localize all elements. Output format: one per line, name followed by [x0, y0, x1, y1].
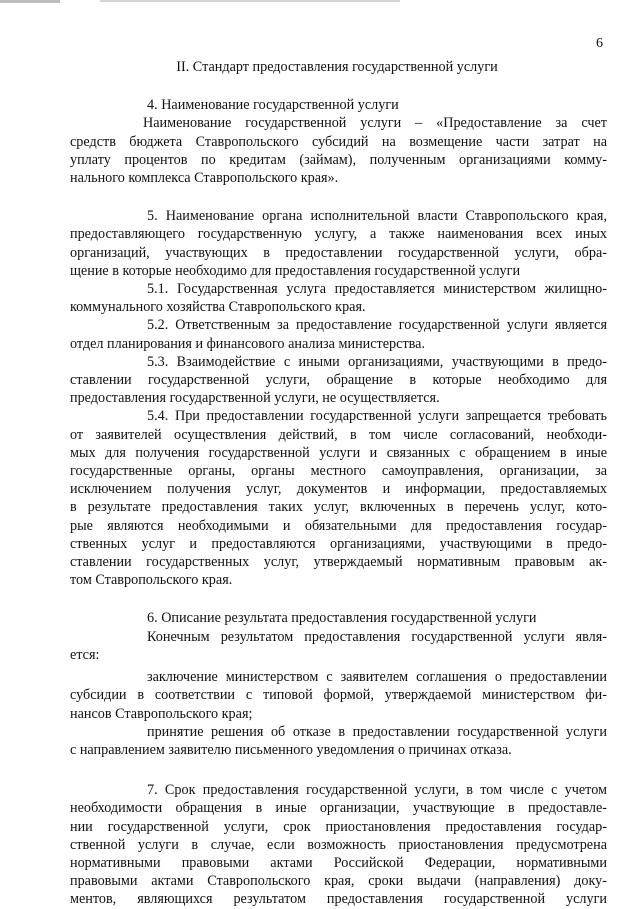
text-line: отдел планирования и финансового анализа министерства.: [70, 335, 425, 352]
text-line: нормативными правовыми актами Российской Федерации, нормативными: [70, 854, 607, 871]
paragraph-heading: 6. Описание результата предоставления государственной услуги: [147, 610, 537, 627]
text-line: предоставления государственной услуги, не осуществляется.: [70, 390, 440, 407]
text-line: мых для получения государственной услуги и связанных с обращением в иные: [70, 444, 607, 461]
spacer: [107, 589, 607, 609]
text-line: рые являются необходимыми и обязательными для предоставления государ-: [70, 517, 607, 534]
text-line: ставлении государственной услуги, обращение в которые необходимо для: [70, 372, 607, 389]
text-line: нального комплекса Ставропольского края».: [70, 170, 339, 187]
spacer: [107, 759, 607, 781]
text-line: ственной услуги в случае, если возможность приостановления предусмотрена: [70, 836, 607, 853]
text-line: Наименование государственной услуги – «Предоставление за счет: [143, 115, 607, 132]
section-title: II. Стандарт предоставления государственной услуги: [176, 59, 498, 75]
text-line: необходимости обращения в иные организации, участвующие в предоставле-: [70, 800, 607, 817]
text-line: ственных услуг и предоставляются организациями, участвующими в предо-: [70, 535, 607, 552]
text-line: с направлением заявителю письменного уведомления о причинах отказа.: [70, 741, 512, 758]
spacer: [107, 187, 607, 207]
text-line: 5.1. Государственная услуга предоставляется министерством жилищно-: [147, 281, 607, 298]
text-line: 5.2. Ответственным за предоставление государственной услуги является: [147, 317, 607, 334]
text-line: том Ставропольского края.: [70, 572, 233, 589]
text-line: предоставляющего государственную услугу, а также наименования всех иных: [70, 226, 607, 243]
scan-edge-mark: [100, 0, 400, 2]
text-line: ментов, являющихся результатом предоставления государственной услуги: [70, 891, 607, 908]
text-line: правовыми актами Ставропольского края, сроки выдачи (направления) доку-: [70, 873, 607, 890]
text-line: от заявителей осуществления действий, в том числе согласований, необходи-: [70, 426, 607, 443]
text-line: Конечным результатом предоставления государственной услуги явля-: [147, 628, 607, 645]
text-line: уплату процентов по кредитам (займам), полученным организациями комму-: [70, 151, 607, 168]
text-line: 7. Срок предоставления государственной услуги, в том числе с учетом: [147, 782, 607, 799]
scan-edge-mark: [0, 0, 60, 3]
text-line: ется:: [70, 646, 100, 663]
text-line: средств бюджета Ставропольского субсидий на возмещение части затрат на: [70, 133, 607, 150]
text-line: ставлении государственных услуг, утверждаемый нормативным правовым ак-: [70, 554, 607, 571]
text-line: в результате предоставления таких услуг, включенных в перечень услуг, кото-: [70, 499, 607, 516]
text-line: государственные органы, органы местного самоуправления, организации, за: [70, 463, 607, 480]
text-line: заключение министерством с заявителем соглашения о предоставлении: [147, 669, 607, 686]
text-line: 5. Наименование органа исполнительной власти Ставропольского края,: [147, 208, 607, 225]
text-line: 5.3. Взаимодействие с иными организациями, участвующими в предо-: [147, 353, 607, 370]
text-line: субсидии в соответствии с типовой формой, утверждаемой министерством фи-: [70, 687, 607, 704]
text-line: щение в которые необходимо для предоставления государственной услуги: [70, 262, 521, 279]
spacer: [107, 76, 607, 96]
text-line: принятие решения об отказе в предоставлении государственной услуги: [147, 723, 607, 740]
page-number: 6: [596, 36, 603, 51]
text-line: 5.4. При предоставлении государственной услуги запрещается требовать: [147, 408, 607, 425]
text-line: исключением получения услуг, документов и информации, предоставляемых: [70, 481, 607, 498]
text-line: организаций, участвующих в предоставлении государственной услуги, обра-: [70, 244, 607, 261]
document-body: [70, 58, 607, 909]
text-line: коммунального хозяйства Ставропольского края.: [70, 299, 366, 316]
paragraph-heading: 4. Наименование государственной услуги: [147, 97, 399, 114]
text-line: нии государственной услуги, срок приостановления предоставления государ-: [70, 818, 607, 835]
text-line: нансов Ставропольского края;: [70, 705, 253, 722]
